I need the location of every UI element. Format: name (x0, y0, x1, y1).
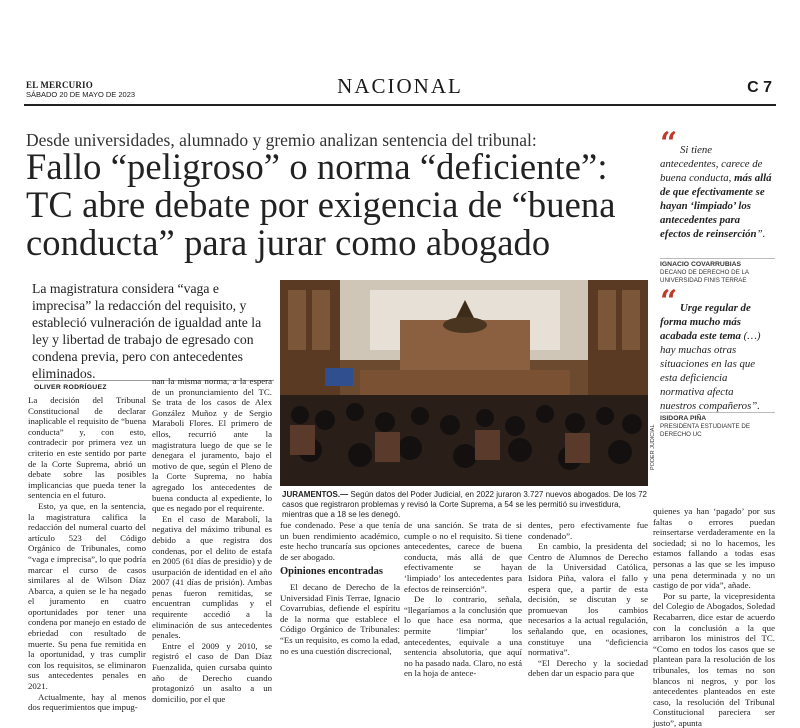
quote-mark-icon: “ (660, 126, 678, 161)
paragraph: nan la misma norma, a la espera de un pronunciamiento del TC. Se trata de los casos de Alex González Muñoz y de Sergio Maraboli Flores. El primero de ellos, recurrió ante la magistratura luego de que se le denegara el juramento, bajo el motivo de que, según el Pleno de la Corte Suprema, no había agregado los antecedentes de buena conducta al expediente, lo que es negado por el requirente. (152, 376, 272, 514)
courtroom-photo (280, 280, 648, 486)
paragraph: La decisión del Tribunal Constitucional de declarar inaplicable el requisito de “buena conducta” y, con esto, contradecir por primera vez un criterio en este sentido por parte de la Corte Suprema, abrió un debate sobre las posibles implicancias que pueda tener la sentencia en el futuro. (28, 395, 146, 501)
quote-emphasis: más allá de que efectivamente se hayan ‘limpiado’ los antecedentes para efectos de reinserción (660, 172, 772, 240)
kicker: Desde universidades, alumnado y gremio analizan sentencia del tribunal: (26, 130, 537, 150)
text-column-5 (528, 520, 648, 679)
quote-author-role: PRESIDENTA ESTUDIANTE DE DERECHO UC (660, 423, 750, 438)
courtroom-illustration (280, 280, 648, 486)
quote-author-1 (660, 258, 775, 285)
section-title: NACIONAL (337, 74, 463, 98)
headline-line: Fallo “peligroso” o norma “deficiente”: (26, 146, 608, 187)
text-column-2 (152, 376, 272, 704)
photo-credit: PODER JUDICIAL (650, 424, 656, 470)
byline: OLIVER RODRÍGUEZ (34, 380, 274, 391)
quote-author-2 (660, 412, 775, 439)
quote-author-name: IGNACIO COVARRUBIAS (660, 261, 742, 268)
paragraph: fue condenado. Pese a que tenía un buen rendimiento académico, este hecho truncaría sus opciones de ser abogado. (280, 520, 400, 562)
deck: La magistratura considera “vaga e imprecisa” la redacción del requisito, y estableció vulneración de igualdad ante la ley y libertad de trabajo de egresado con condena previa, pero con antecedentes eliminados. (32, 281, 262, 381)
headline-line: TC abre debate por exigencia de “buena (26, 184, 616, 225)
page-number: C 7 (747, 79, 772, 96)
caption-lead: JURAMENTOS.— (282, 490, 349, 499)
paragraph: Esto, ya que, en la sentencia, la magistratura califica la redacción del numeral cuarto del artículo 523 del Código Orgánico de Tribunales, como “vaga e imprecisa”, lo que podría marcar el curso de casos similares al de Wilson Díaz Abarca, a quien se le ha negado el juramento en cuatro oportunidades por tener una condena por manejo en estado de ebriedad con resultado de muerte. Su pena fue remitida en la oportunidad, y tras cumplir con los requisitos, se eliminaron sus antecedentes penales en 2021. (28, 500, 146, 692)
paragraph: “El Derecho y la sociedad deben dar un espacio para que (528, 657, 648, 679)
quote-author-name: ISIDORA PIÑA (660, 415, 707, 422)
pull-quote-2 (660, 284, 772, 413)
quote-text: (…) hay muchas otras situaciones en las que esta deficiencia normativa afecta nuestros compañeros (660, 330, 761, 412)
paragraph: En cambio, la presidenta del Centro de Alumnos de Derecho de la Universidad Católica, Isidora Piña, valora el fallo y espera que, a partir de esta decisión, se discutan y se promuevan los cambios necesarios a la actual regulación, señalando que, en ocasiones, constituye una “deficiencia normativa”. (528, 541, 648, 658)
paragraph: dentes, pero efectivamente fue condenado”. (528, 520, 648, 541)
paragraph: quienes ya han ‘pagado’ por sus faltas o errores puedan reinsertarse verdaderamente en la sociedad; si no lo hacemos, les estamos fallando a todas esas personas a las que se les impuso una pena determinada y no un castigo de por vida”, añade. (653, 506, 775, 591)
paragraph: Por su parte, la vicepresidenta del Colegio de Abogados, Soledad Recabarren, dice estar de acuerdo con la conclusión a la que arribaron los ministros del TC. “Como en todos los casos que se plantean para la resolución de los tribunales, los temas no son blancos ni negros, y por los antecedentes planteados en este caso, la resolución del Tribunal Constitucional pareciera ser justo”, apunta (653, 590, 775, 728)
quote-emphasis: Urge regular de forma mucho más acabada este tema (660, 302, 751, 342)
quote-end: ”. (751, 400, 760, 412)
headline-line: conducta” para jurar como abogado (26, 222, 551, 263)
paragraph: Entre el 2009 y 2010, se registró el caso de Dan Díaz Fuenzalida, quien cursaba quinto año de Derecho cuando protagonizó un asalto a un domicilio, por el que (152, 640, 272, 704)
paragraph: De lo contrario, señala, “llegaríamos a la conclusión que lo que hace esa norma, que permite ‘limpiar’ los antecedentes, equivale a una sentencia absolutoria, que aquí no ha pasado nada. Claro, no está en la hoja de antece- (404, 594, 522, 679)
paragraph: En el caso de Marabolí, la negativa del máximo tribunal es debido a que registra dos condenas, por el delito de estafa en 2005 (61 días de presidio) y de usurpación de identidad en el año 2007 (41 días de prisión). Ambas penas fueron remitidas, se encuentran cumplidas y el requirente accedió a la eliminación de sus antecedentes penales. (152, 513, 272, 641)
headline (26, 148, 651, 262)
text-column-3 (280, 520, 400, 656)
text-column-1 (28, 395, 146, 713)
header-rule (24, 104, 776, 106)
paragraph: de una sanción. Se trata de si cumple o no el requisito. Si tiene antecedentes, carece de buena conducta, más allá de que efectivamente se hayan ‘limpiado’ los antecedentes para efectos de reinserción”. (404, 520, 522, 594)
paragraph: Actualmente, hay al menos dos requerimientos que impug- (28, 691, 146, 713)
photo-caption (282, 490, 647, 520)
masthead-name: EL MERCURIO (26, 80, 93, 90)
subhead: Opiniones encontradas (280, 566, 383, 578)
quote-mark-icon: “ (660, 284, 678, 319)
caption-text: Según datos del Poder Judicial, en 2022 juraron 3.727 nuevos abogados. De los 72 casos que registraron problemas y revisó la Corte Suprema, a 54 se les permitió su investidura, mientras que a 18 se les denegó. (282, 490, 647, 519)
pull-quote-1 (660, 126, 772, 241)
quote-text: Si tiene antecedentes, carece de buena conducta, (660, 144, 763, 184)
quote-end: ”. (756, 228, 766, 240)
quote-author-role: DECANO DE DERECHO DE LA UNIVERSIDAD FINIS TERRAE (660, 269, 749, 284)
text-column-6 (653, 506, 775, 728)
paragraph: El decano de Derecho de la Universidad Finis Terrae, Ignacio Covarrubias, defiende el espíritu de la norma que establece el Código Orgánico de Tribunales: “Es un requisito, es como la edad, no es una cuestión discrecional, (280, 581, 400, 656)
text-column-4 (404, 520, 522, 679)
masthead-date: SÁBADO 20 DE MAYO DE 2023 (26, 90, 136, 99)
